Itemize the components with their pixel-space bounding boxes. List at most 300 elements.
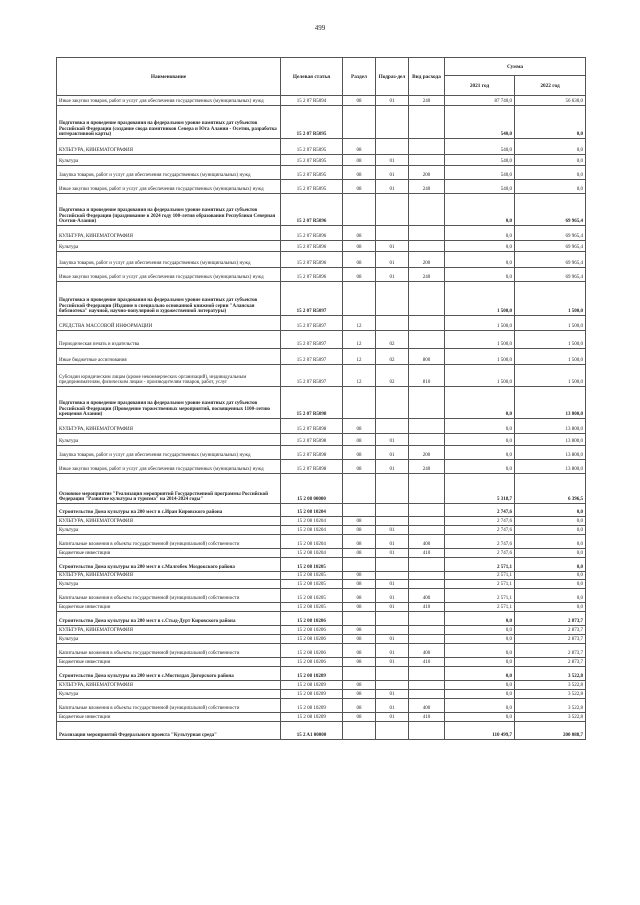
row-amount-2022: 0,0: [515, 166, 586, 180]
row-expense-type: 400: [409, 699, 445, 713]
row-expense-type: 200: [409, 166, 445, 180]
row-amount-2021: 0,0: [445, 713, 515, 722]
row-expense-type: [409, 387, 445, 419]
row-amount-2022: 200 088,7: [515, 722, 586, 740]
row-name: Основное мероприятие "Реализация мероприятий Государственной программы Российской Федерации "Развитие культуры и туризма" на 2014-2024 годы": [57, 474, 281, 504]
row-name: Подготовка и проведение праздования на федеральном уровне памятных дат субъектов Российской Федерации (создание свода памятников Севера и Юга Алании - Осетии, разработка интерактивной карты): [57, 106, 281, 139]
row-name: КУЛЬТУРА, КИНЕМАТОГРАФИЯ: [57, 226, 281, 241]
row-subsection: 01: [376, 635, 409, 644]
row-expense-type: 240: [409, 180, 445, 194]
row-subsection: 01: [376, 460, 409, 474]
row-expense-type: [409, 635, 445, 644]
row-subsection: 01: [376, 549, 409, 558]
row-amount-2022: 69 965,4: [515, 226, 586, 241]
row-target-code: 15 2 07 R5096: [281, 252, 343, 268]
row-target-code: 15 2 07 R5098: [281, 387, 343, 419]
row-section: [343, 106, 376, 139]
row-subsection: 01: [376, 180, 409, 194]
row-amount-2021: 0,0: [445, 194, 515, 226]
row-name: Строительство Дома культуры на 200 мест в с.Малгобек Моздокского района: [57, 558, 281, 572]
row-section: 12: [343, 365, 376, 387]
row-subsection: 01: [376, 580, 409, 589]
row-subsection: 02: [376, 331, 409, 349]
row-amount-2021: 0,0: [445, 699, 515, 713]
row-amount-2022: 1 500,0: [515, 316, 586, 331]
row-subsection: 01: [376, 155, 409, 166]
row-section: [343, 282, 376, 316]
row-name: Бюджетные инвестиции: [57, 549, 281, 558]
row-amount-2021: 2 747,6: [445, 549, 515, 558]
table-row: [57, 713, 586, 722]
row-amount-2021: 2 571,1: [445, 572, 515, 580]
row-amount-2022: 3 522,8: [515, 681, 586, 690]
table-row: [57, 241, 586, 252]
row-subsection: [376, 504, 409, 517]
row-amount-2021: 540,0: [445, 139, 515, 155]
row-section: 08: [343, 96, 376, 106]
row-target-code: 15 2 07 R5095: [281, 180, 343, 194]
row-amount-2022: 0,0: [515, 589, 586, 603]
row-subsection: 02: [376, 365, 409, 387]
row-amount-2021: 2 571,1: [445, 603, 515, 612]
row-section: 08: [343, 446, 376, 460]
row-amount-2021: 0,0: [445, 268, 515, 282]
header-code: Целевая статья: [281, 58, 343, 96]
row-section: 08: [343, 589, 376, 603]
table-row: [57, 572, 586, 580]
row-section: 08: [343, 580, 376, 589]
row-subsection: [376, 572, 409, 580]
table-row: [57, 155, 586, 166]
row-amount-2021: 2 571,1: [445, 558, 515, 572]
row-section: 12: [343, 331, 376, 349]
row-target-code: 15 2 08 10204: [281, 535, 343, 549]
row-subsection: 01: [376, 644, 409, 658]
row-subsection: [376, 316, 409, 331]
row-amount-2021: 1 500,0: [445, 282, 515, 316]
row-target-code: 15 2 08 10204: [281, 517, 343, 526]
row-expense-type: 410: [409, 713, 445, 722]
table-row: [57, 722, 586, 740]
row-name: КУЛЬТУРА, КИНЕМАТОГРАФИЯ: [57, 572, 281, 580]
row-expense-type: 400: [409, 535, 445, 549]
table-row: [57, 681, 586, 690]
row-section: 08: [343, 460, 376, 474]
row-amount-2022: 3 522,8: [515, 713, 586, 722]
row-amount-2022: 0,0: [515, 558, 586, 572]
row-name: Культура: [57, 241, 281, 252]
table-row: [57, 139, 586, 155]
row-amount-2021: 0,0: [445, 419, 515, 434]
row-amount-2022: 13 800,0: [515, 460, 586, 474]
table-row: [57, 603, 586, 612]
row-amount-2022: 3 522,8: [515, 667, 586, 681]
row-subsection: [376, 681, 409, 690]
table-row: [57, 626, 586, 635]
row-target-code: 15 2 08 10209: [281, 690, 343, 699]
row-target-code: 15 2 08 00000: [281, 474, 343, 504]
row-amount-2021: 110 499,7: [445, 722, 515, 740]
row-section: 08: [343, 699, 376, 713]
row-expense-type: [409, 139, 445, 155]
table-body: [57, 96, 586, 740]
row-subsection: 01: [376, 434, 409, 446]
row-amount-2022: 0,0: [515, 580, 586, 589]
table-row: [57, 331, 586, 349]
table-row: [57, 434, 586, 446]
row-amount-2022: 13 800,0: [515, 419, 586, 434]
row-amount-2022: 0,0: [515, 180, 586, 194]
row-amount-2022: 0,0: [515, 603, 586, 612]
row-expense-type: 240: [409, 460, 445, 474]
row-amount-2021: 0,0: [445, 635, 515, 644]
table-row: [57, 580, 586, 589]
row-expense-type: [409, 580, 445, 589]
row-section: 08: [343, 535, 376, 549]
row-name: КУЛЬТУРА, КИНЕМАТОГРАФИЯ: [57, 419, 281, 434]
row-target-code: 15 2 08 10205: [281, 572, 343, 580]
row-name: Культура: [57, 526, 281, 535]
row-expense-type: [409, 419, 445, 434]
table-row: [57, 589, 586, 603]
row-name: Субсидии юридическим лицам (кроме некоммерческих организаций), индивидуальным предпринимателям, физическим лицам - производителям товаров, работ, услуг: [57, 365, 281, 387]
row-name: Культура: [57, 690, 281, 699]
table-row: [57, 635, 586, 644]
row-amount-2022: 0,0: [515, 155, 586, 166]
row-name: Закупка товаров, работ и услуг для обеспечения государственных (муниципальных) нужд: [57, 252, 281, 268]
row-amount-2021: 0,0: [445, 681, 515, 690]
row-target-code: 15 2 08 10206: [281, 658, 343, 667]
row-name: Подготовка и проведение праздования на федеральном уровне памятных дат субъектов Российской Федерации (празднование в 2024 году 100-летия образования Республики Северная Осетия-Алания): [57, 194, 281, 226]
budget-table: [56, 57, 586, 740]
row-name: Капитальные вложения в объекты государственной (муниципальной) собственности: [57, 699, 281, 713]
row-expense-type: [409, 667, 445, 681]
row-amount-2021: 0,0: [445, 226, 515, 241]
row-subsection: [376, 387, 409, 419]
row-amount-2021: 540,0: [445, 155, 515, 166]
row-expense-type: 400: [409, 644, 445, 658]
row-expense-type: [409, 106, 445, 139]
row-target-code: 15 2 08 10209: [281, 713, 343, 722]
table-row: [57, 549, 586, 558]
row-section: [343, 667, 376, 681]
row-amount-2022: 1 500,0: [515, 349, 586, 365]
row-subsection: [376, 282, 409, 316]
row-section: 08: [343, 180, 376, 194]
row-subsection: 01: [376, 252, 409, 268]
row-amount-2022: 0,0: [515, 535, 586, 549]
row-name: Культура: [57, 434, 281, 446]
row-amount-2022: 2 873,7: [515, 658, 586, 667]
row-amount-2022: 13 800,0: [515, 434, 586, 446]
table-row: [57, 387, 586, 419]
row-expense-type: [409, 155, 445, 166]
row-section: 08: [343, 434, 376, 446]
row-name: Бюджетные инвестиции: [57, 713, 281, 722]
row-subsection: [376, 419, 409, 434]
row-name: КУЛЬТУРА, КИНЕМАТОГРАФИЯ: [57, 517, 281, 526]
row-name: Иные бюджетные ассигнования: [57, 349, 281, 365]
row-amount-2022: 2 873,7: [515, 644, 586, 658]
row-target-code: 15 2 07 R5094: [281, 96, 343, 106]
row-subsection: 01: [376, 589, 409, 603]
row-name: КУЛЬТУРА, КИНЕМАТОГРАФИЯ: [57, 626, 281, 635]
row-amount-2021: 0,0: [445, 626, 515, 635]
row-amount-2022: 0,0: [515, 549, 586, 558]
row-expense-type: 810: [409, 365, 445, 387]
row-amount-2022: 69 965,4: [515, 241, 586, 252]
row-section: 08: [343, 572, 376, 580]
row-target-code: 15 2 07 R5098: [281, 434, 343, 446]
row-section: 08: [343, 226, 376, 241]
row-name: Капитальные вложения в объекты государственной (муниципальной) собственности: [57, 535, 281, 549]
row-expense-type: [409, 612, 445, 626]
row-amount-2022: 13 800,0: [515, 387, 586, 419]
row-amount-2021: 0,0: [445, 252, 515, 268]
row-name: Подготовка и проведение праздования на федеральном уровне памятных дат субъектов Российской Федерации (Издание в специально основанной книжной серии "Аланская библиотека" научной, научно-популярной и художественной литературы): [57, 282, 281, 316]
row-expense-type: [409, 282, 445, 316]
row-name: Иные закупки товаров, работ и услуг для обеспечения государственных (муниципальных) нужд: [57, 180, 281, 194]
row-amount-2021: 0,0: [445, 658, 515, 667]
row-amount-2021: 0,0: [445, 612, 515, 626]
row-amount-2021: 540,0: [445, 106, 515, 139]
row-target-code: 15 2 08 10204: [281, 504, 343, 517]
row-amount-2022: 0,0: [515, 139, 586, 155]
row-name: Бюджетные инвестиции: [57, 603, 281, 612]
row-subsection: [376, 612, 409, 626]
row-amount-2022: 0,0: [515, 504, 586, 517]
row-target-code: 15 2 08 10209: [281, 699, 343, 713]
row-subsection: 01: [376, 96, 409, 106]
row-section: 08: [343, 526, 376, 535]
row-section: [343, 612, 376, 626]
row-expense-type: [409, 526, 445, 535]
row-section: 08: [343, 155, 376, 166]
row-amount-2021: 2 571,1: [445, 580, 515, 589]
row-target-code: 15 2 07 R5097: [281, 282, 343, 316]
row-expense-type: 240: [409, 96, 445, 106]
table-row: [57, 365, 586, 387]
row-name: Закупка товаров, работ и услуг для обеспечения государственных (муниципальных) нужд: [57, 446, 281, 460]
row-subsection: 01: [376, 446, 409, 460]
row-amount-2021: 1 500,0: [445, 331, 515, 349]
row-section: [343, 387, 376, 419]
row-target-code: 15 2 07 R5097: [281, 365, 343, 387]
row-section: 08: [343, 713, 376, 722]
table-row: [57, 96, 586, 106]
row-target-code: 15 2 08 10204: [281, 526, 343, 535]
table-row: [57, 460, 586, 474]
row-expense-type: [409, 194, 445, 226]
row-name: Капитальные вложения в объекты государственной (муниципальной) собственности: [57, 589, 281, 603]
row-subsection: 01: [376, 526, 409, 535]
row-expense-type: [409, 434, 445, 446]
row-section: 08: [343, 644, 376, 658]
row-target-code: 15 2 08 10206: [281, 644, 343, 658]
row-section: [343, 722, 376, 740]
row-subsection: [376, 558, 409, 572]
table-row: [57, 446, 586, 460]
row-section: 08: [343, 626, 376, 635]
row-amount-2021: 2 571,1: [445, 589, 515, 603]
row-amount-2021: 0,0: [445, 446, 515, 460]
row-name: Реализация мероприятий Федерального проекта "Культурная среда": [57, 722, 281, 740]
row-amount-2021: 1 500,0: [445, 349, 515, 365]
row-amount-2022: 0,0: [515, 526, 586, 535]
header-sum: Сумма: [445, 58, 586, 76]
row-amount-2022: 6 396,5: [515, 474, 586, 504]
table-row: [57, 504, 586, 517]
row-subsection: [376, 194, 409, 226]
row-section: 08: [343, 681, 376, 690]
row-subsection: 02: [376, 349, 409, 365]
table-row: [57, 316, 586, 331]
row-section: [343, 474, 376, 504]
row-section: [343, 194, 376, 226]
row-subsection: [376, 626, 409, 635]
row-target-code: 15 2 08 10205: [281, 580, 343, 589]
row-amount-2021: 87 740,0: [445, 96, 515, 106]
table-row: [57, 558, 586, 572]
row-target-code: 15 2 07 R5097: [281, 349, 343, 365]
row-subsection: 01: [376, 535, 409, 549]
row-expense-type: 410: [409, 658, 445, 667]
table-row: [57, 474, 586, 504]
row-expense-type: [409, 331, 445, 349]
row-expense-type: 240: [409, 268, 445, 282]
row-section: 08: [343, 419, 376, 434]
row-amount-2021: 0,0: [445, 460, 515, 474]
table-row: [57, 526, 586, 535]
row-target-code: 15 2 08 10209: [281, 667, 343, 681]
row-section: 08: [343, 252, 376, 268]
row-expense-type: 400: [409, 589, 445, 603]
row-target-code: 15 2 07 R5097: [281, 331, 343, 349]
row-target-code: 15 2 08 10205: [281, 603, 343, 612]
row-amount-2021: 0,0: [445, 667, 515, 681]
row-section: 12: [343, 349, 376, 365]
row-subsection: 01: [376, 268, 409, 282]
row-amount-2021: 0,0: [445, 434, 515, 446]
row-name: Подготовка и проведение праздования на федеральном уровне памятных дат субъектов Российской Федерации (Проведение торжественных мероприятий, посвященных 1100-летию крещения Алании): [57, 387, 281, 419]
row-expense-type: [409, 226, 445, 241]
table-row: [57, 535, 586, 549]
row-section: 08: [343, 635, 376, 644]
row-target-code: 15 2 08 10206: [281, 612, 343, 626]
row-section: 08: [343, 658, 376, 667]
row-section: 08: [343, 166, 376, 180]
row-amount-2022: 1 500,0: [515, 331, 586, 349]
row-amount-2022: 3 522,8: [515, 690, 586, 699]
row-amount-2021: 5 318,7: [445, 474, 515, 504]
row-amount-2021: 2 747,6: [445, 517, 515, 526]
table-row: [57, 226, 586, 241]
row-name: Бюджетные инвестиции: [57, 658, 281, 667]
row-target-code: 15 2 07 R5096: [281, 226, 343, 241]
row-section: [343, 558, 376, 572]
row-section: 08: [343, 241, 376, 252]
row-amount-2022: 0,0: [515, 572, 586, 580]
row-amount-2021: 0,0: [445, 690, 515, 699]
row-expense-type: [409, 474, 445, 504]
header-section: Раздел: [343, 58, 376, 96]
row-amount-2022: 0,0: [515, 106, 586, 139]
row-subsection: [376, 517, 409, 526]
row-target-code: 15 2 07 R5095: [281, 106, 343, 139]
row-name: Строительство Дома культуры на 200 мест в с.Иран Кировского района: [57, 504, 281, 517]
row-expense-type: [409, 690, 445, 699]
row-name: Строительство Дома культуры на 200 мест в с.Стыд-Дурт Кировского района: [57, 612, 281, 626]
row-expense-type: [409, 572, 445, 580]
row-amount-2021: 540,0: [445, 166, 515, 180]
row-target-code: 15 2 07 R5097: [281, 316, 343, 331]
row-name: Культура: [57, 580, 281, 589]
row-subsection: [376, 226, 409, 241]
row-amount-2022: 3 522,8: [515, 699, 586, 713]
row-amount-2021: 2 747,6: [445, 526, 515, 535]
row-amount-2021: 0,0: [445, 241, 515, 252]
row-section: [343, 504, 376, 517]
header-expense-type: Вид расхода: [409, 58, 445, 96]
row-expense-type: [409, 517, 445, 526]
row-name: Закупка товаров, работ и услуг для обеспечения государственных (муниципальных) нужд: [57, 166, 281, 180]
row-section: 08: [343, 603, 376, 612]
row-amount-2022: 2 873,7: [515, 612, 586, 626]
row-expense-type: 200: [409, 252, 445, 268]
table-row: [57, 699, 586, 713]
row-expense-type: [409, 558, 445, 572]
row-name: СРЕДСТВА МАССОВОЙ ИНФОРМАЦИИ: [57, 316, 281, 331]
row-target-code: 15 2 07 R5098: [281, 419, 343, 434]
page-number: 499: [314, 24, 326, 32]
row-target-code: 15 2 07 R5098: [281, 460, 343, 474]
row-expense-type: 410: [409, 549, 445, 558]
row-subsection: [376, 106, 409, 139]
row-target-code: 15 2 08 10204: [281, 549, 343, 558]
row-subsection: [376, 722, 409, 740]
row-name: Капитальные вложения в объекты государственной (муниципальной) собственности: [57, 644, 281, 658]
row-subsection: 01: [376, 690, 409, 699]
table-row: [57, 419, 586, 434]
row-amount-2021: 2 747,6: [445, 535, 515, 549]
row-name: Иные закупки товаров, работ и услуг для обеспечения государственных (муниципальных) нужд: [57, 96, 281, 106]
row-section: 08: [343, 517, 376, 526]
row-amount-2022: 69 965,4: [515, 252, 586, 268]
header-name: Наименование: [57, 58, 281, 96]
row-amount-2021: 540,0: [445, 180, 515, 194]
row-amount-2022: 2 873,7: [515, 626, 586, 635]
row-subsection: 01: [376, 603, 409, 612]
row-target-code: 15 2 08 10206: [281, 626, 343, 635]
row-amount-2022: 0,0: [515, 517, 586, 526]
row-expense-type: [409, 722, 445, 740]
row-amount-2021: 2 747,6: [445, 504, 515, 517]
row-amount-2021: 0,0: [445, 387, 515, 419]
row-subsection: 01: [376, 241, 409, 252]
row-target-code: 15 2 08 10209: [281, 681, 343, 690]
row-amount-2021: 0,0: [445, 644, 515, 658]
row-name: Иные закупки товаров, работ и услуг для обеспечения государственных (муниципальных) нужд: [57, 268, 281, 282]
table-row: [57, 166, 586, 180]
table-header: [57, 58, 586, 96]
table-row: [57, 194, 586, 226]
row-subsection: [376, 139, 409, 155]
row-name: Культура: [57, 155, 281, 166]
row-amount-2022: 69 965,4: [515, 194, 586, 226]
table-row: [57, 252, 586, 268]
table-row: [57, 349, 586, 365]
row-expense-type: [409, 504, 445, 517]
